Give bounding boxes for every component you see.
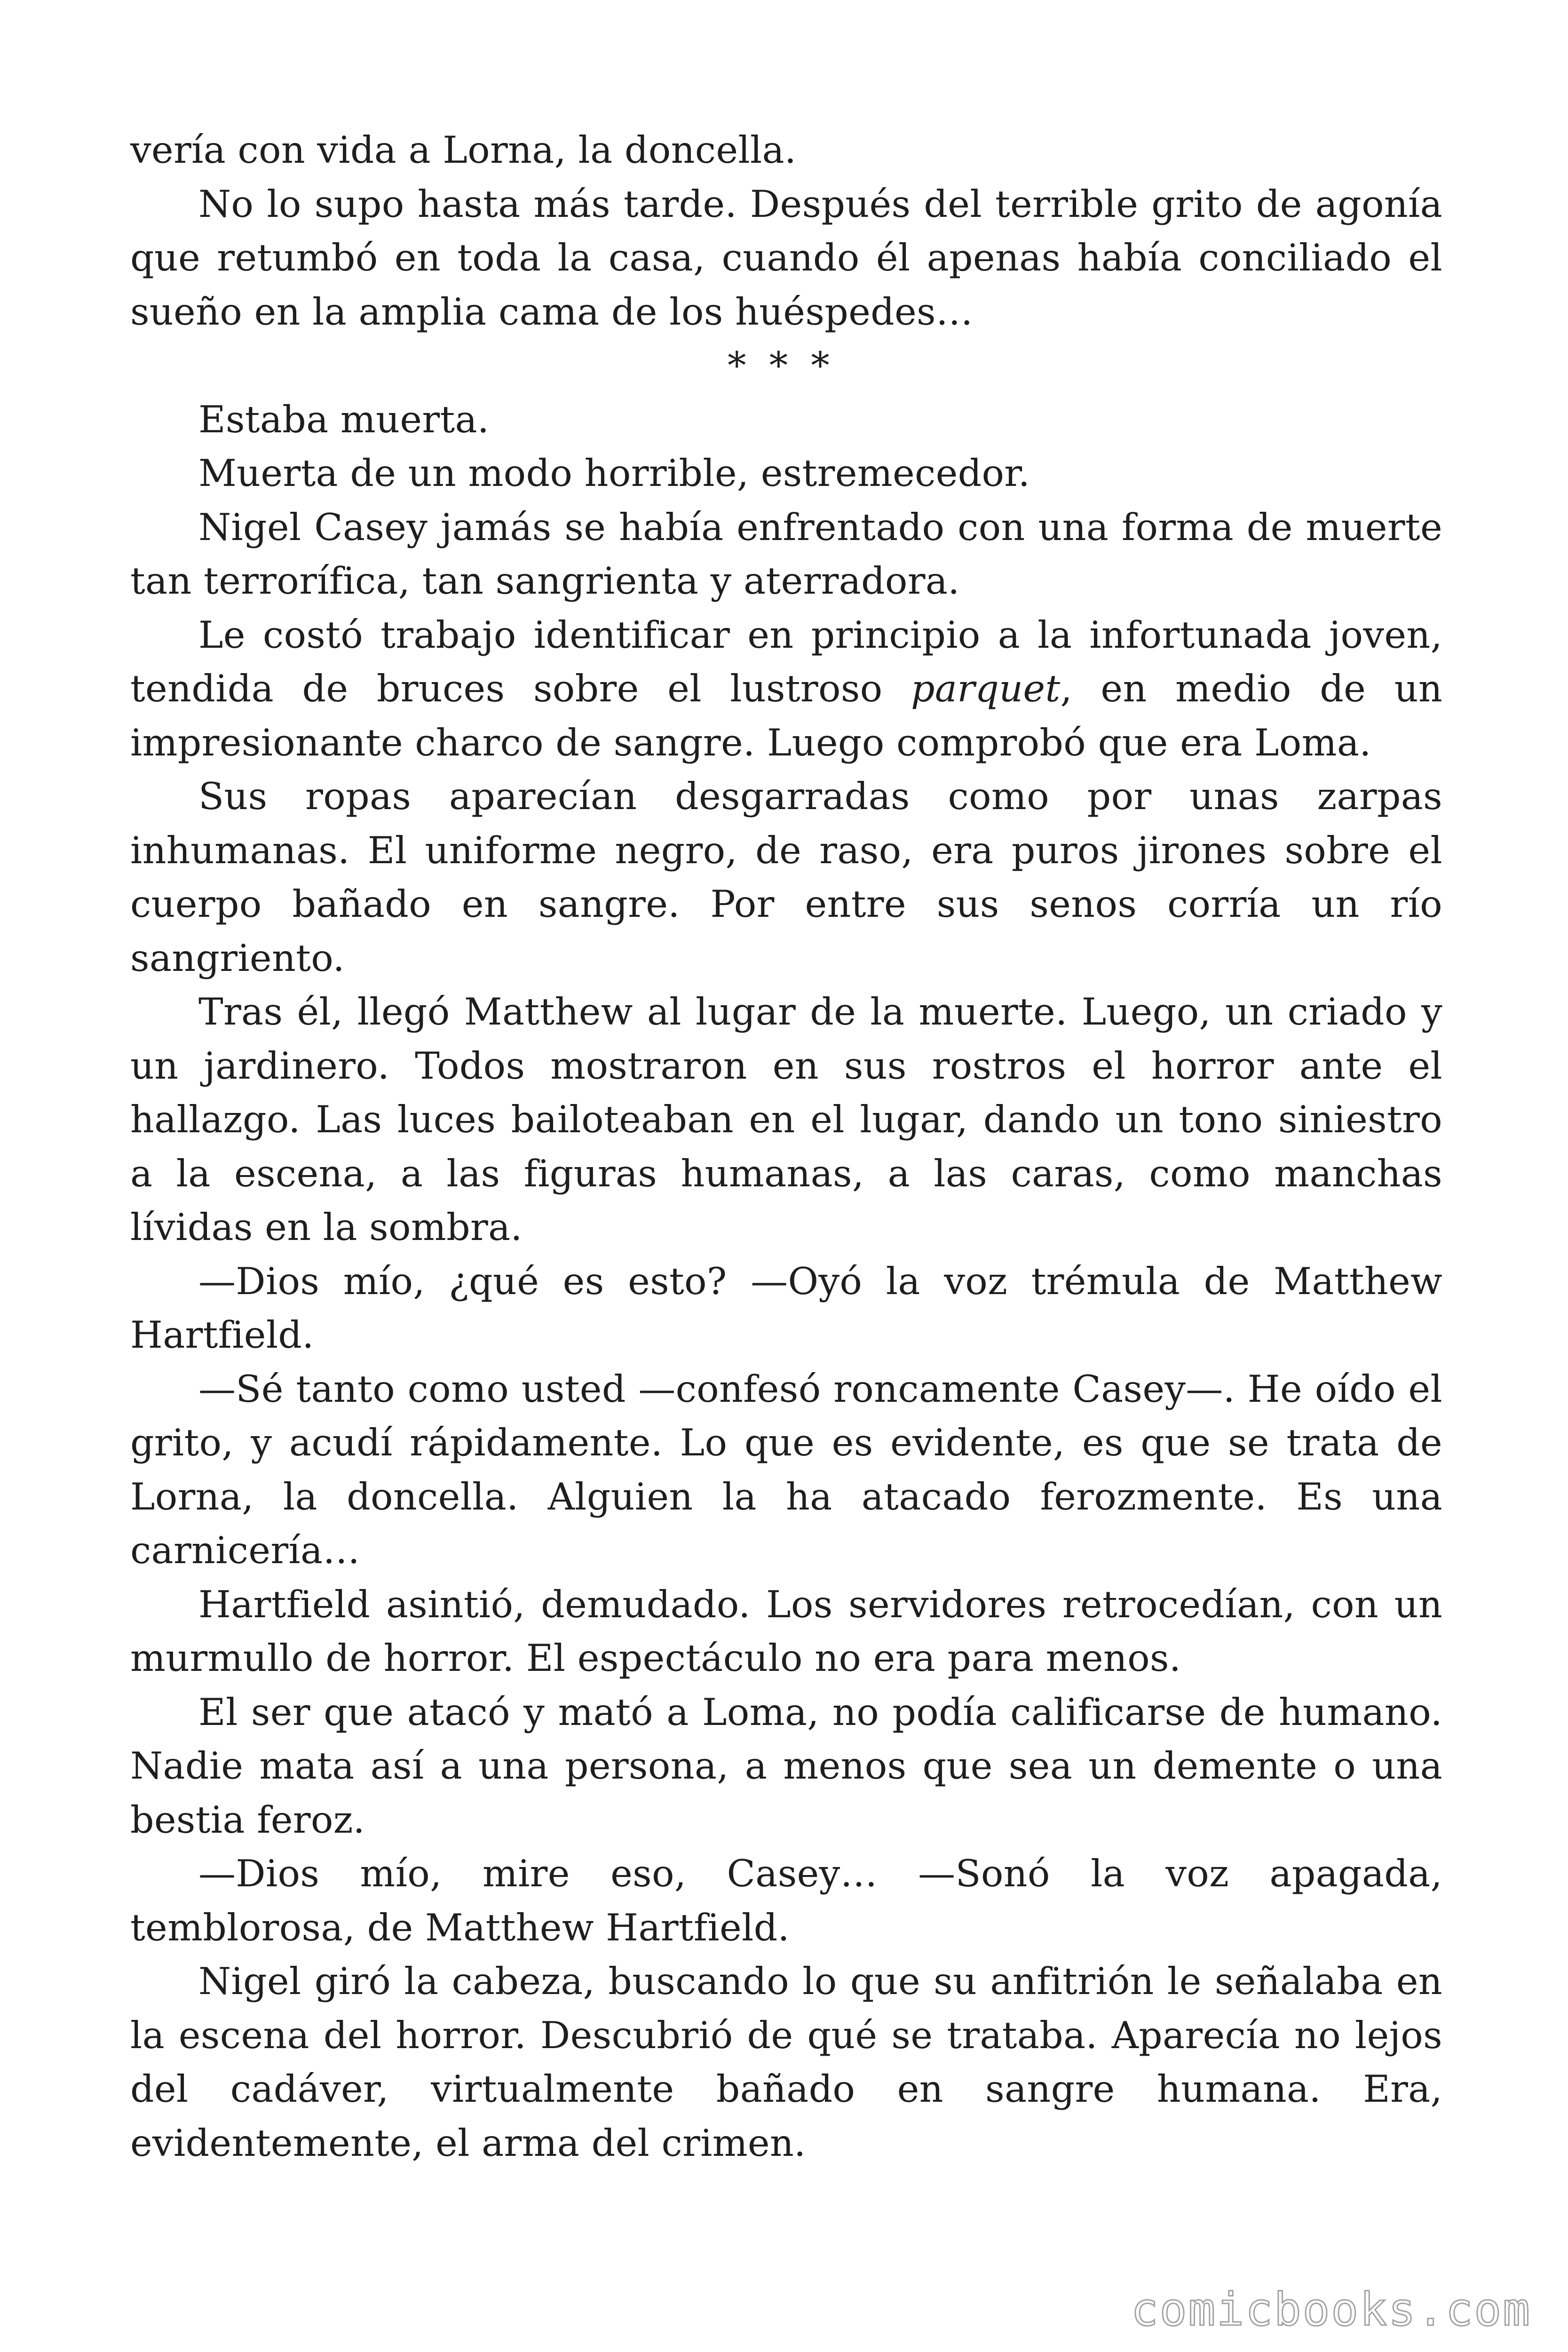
paragraph: Muerta de un modo horrible, estremecedor. [198, 452, 1030, 495]
dialogue-paragraph: —Dios mío, ¿qué es esto? —Oyó la voz trémula de Matthew Hartfield. [130, 1259, 1442, 1357]
watermark-text: comicbooks.com [1131, 2283, 1531, 2336]
book-page-text [130, 123, 1442, 2170]
paragraph: Nigel Casey jamás se había enfrentado con una forma de muerte tan terrorífica, tan sangrienta y aterradora. [130, 505, 1442, 603]
dialogue-paragraph: —Sé tanto como usted —confesó roncamente Casey—. He oído el grito, y acudí rápidamente. Lo que es evidente, es que se trata de Lorna, la doncella. Alguien la ha atacado ferozmente. Es una carnicería… [130, 1367, 1442, 1572]
scene-break-asterisks: * * * [728, 344, 835, 387]
paragraph: Estaba muerta. [198, 397, 490, 441]
paragraph: Tras él, llegó Matthew al lugar de la muerte. Luego, un criado y un jardinero. Todos mostraron en sus rostros el horror ante el hallazgo. Las luces bailoteaban en el lugar, dando un tono siniestro a la escena, a las figuras humanas, a las caras, como manchas lívidas en la sombra. [130, 990, 1442, 1249]
paragraph-text-part: , en medio de un impresionante charco de sangre. Luego comprobó que era Loma. [130, 667, 1442, 764]
paragraph [130, 608, 1442, 770]
italic-word: parquet [911, 667, 1061, 710]
paragraph: Hartfield asintió, demudado. Los servidores retrocedían, con un murmullo de horror. El espectáculo no era para menos. [130, 1582, 1442, 1680]
dialogue-paragraph: —Dios mío, mire eso, Casey… —Sonó la voz apagada, temblorosa, de Matthew Hartfield. [130, 1852, 1442, 1949]
paragraph: Nigel giró la cabeza, buscando lo que su anfitrión le señalaba en la escena del horror. Descubrió de qué se trataba. Aparecía no lejos del cadáver, virtualmente bañado en sangre humana. Era, evidentemente, el arma del crimen. [130, 1960, 1442, 2165]
paragraph: No lo supo hasta más tarde. Después del terrible grito de agonía que retumbó en toda la casa, cuando él apenas había conciliado el sueño en la amplia cama de los huéspedes… [130, 182, 1442, 334]
paragraph-continuation: vería con vida a Lorna, la doncella. [130, 128, 797, 172]
paragraph: El ser que atacó y mató a Loma, no podía calificarse de humano. Nadie mata así a una persona, a menos que sea un demente o una bestia feroz. [130, 1690, 1442, 1842]
paragraph-text-part: Le costó trabajo identificar en principio a la infortunada joven, tendida de bruces sobre el lustroso [130, 613, 1442, 710]
paragraph: Sus ropas aparecían desgarradas como por unas zarpas inhumanas. El uniforme negro, de raso, era puros jirones sobre el cuerpo bañado en sangre. Por entre sus senos corría un río sangriento. [130, 775, 1442, 980]
